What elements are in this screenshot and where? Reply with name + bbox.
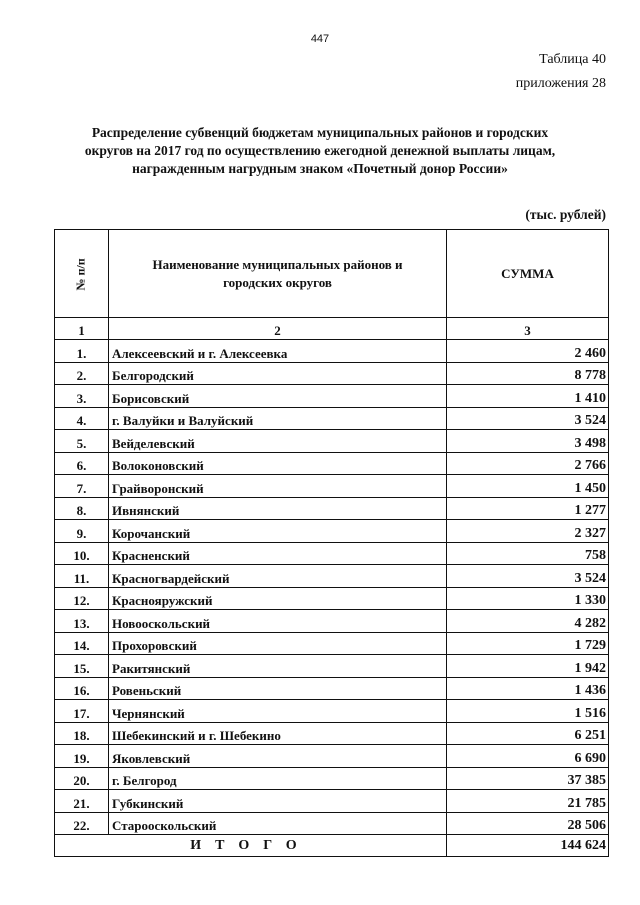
row-number: 6. <box>55 452 109 475</box>
row-name: г. Валуйки и Валуйский <box>109 407 447 430</box>
row-name: Ивнянский <box>109 497 447 520</box>
row-sum: 3 524 <box>447 565 609 588</box>
row-sum: 1 410 <box>447 385 609 408</box>
table-row <box>55 610 609 633</box>
row-number: 14. <box>55 632 109 655</box>
row-name: Ракитянский <box>109 655 447 678</box>
row-sum: 8 778 <box>447 362 609 385</box>
units-label: (тыс. рублей) <box>525 207 606 222</box>
table-row <box>55 340 609 363</box>
column-number-row <box>55 318 609 340</box>
row-sum: 1 330 <box>447 587 609 610</box>
row-sum: 1 450 <box>447 475 609 498</box>
table-row <box>55 452 609 475</box>
row-sum: 1 729 <box>447 632 609 655</box>
row-number: 15. <box>55 655 109 678</box>
table-row <box>55 362 609 385</box>
row-number: 9. <box>55 520 109 543</box>
table-row <box>55 677 609 700</box>
row-number: 7. <box>55 475 109 498</box>
document-title <box>40 124 600 178</box>
table-row <box>55 497 609 520</box>
row-number: 13. <box>55 610 109 633</box>
row-number: 16. <box>55 677 109 700</box>
row-number: 5. <box>55 430 109 453</box>
row-sum: 3 524 <box>447 407 609 430</box>
page-number: 447 <box>310 33 330 45</box>
row-number: 1. <box>55 340 109 363</box>
table-row <box>55 767 609 790</box>
table-header-row <box>55 230 609 318</box>
table-row <box>55 812 609 835</box>
row-name: Чернянский <box>109 700 447 723</box>
row-number: 4. <box>55 407 109 430</box>
row-sum: 6 251 <box>447 722 609 745</box>
row-name: Ровеньский <box>109 677 447 700</box>
row-number: 12. <box>55 587 109 610</box>
table-row <box>55 565 609 588</box>
row-name: г. Белгород <box>109 767 447 790</box>
total-label: ИТОГО <box>55 835 447 857</box>
row-number: 8. <box>55 497 109 520</box>
row-name: Новооскольский <box>109 610 447 633</box>
column-number: 2 <box>109 318 447 340</box>
row-name: Шебекинский и г. Шебекино <box>109 722 447 745</box>
row-number: 3. <box>55 385 109 408</box>
table-row <box>55 722 609 745</box>
table-row <box>55 632 609 655</box>
row-sum: 1 942 <box>447 655 609 678</box>
row-number: 19. <box>55 745 109 768</box>
row-name: Старооскольский <box>109 812 447 835</box>
row-number: 17. <box>55 700 109 723</box>
row-number: 20. <box>55 767 109 790</box>
appendix-reference: приложения 28 <box>515 76 606 91</box>
row-name: Яковлевский <box>109 745 447 768</box>
row-name: Грайворонский <box>109 475 447 498</box>
row-sum: 28 506 <box>447 812 609 835</box>
header-num-cell <box>55 230 109 318</box>
title-line: округов на 2017 год по осуществлению ежегодной денежной выплаты лицам, <box>84 143 556 158</box>
row-number: 22. <box>55 812 109 835</box>
row-number: 11. <box>55 565 109 588</box>
table-row <box>55 385 609 408</box>
row-name: Белгородский <box>109 362 447 385</box>
row-name: Губкинский <box>109 790 447 813</box>
row-name: Красногвардейский <box>109 565 447 588</box>
row-number: 10. <box>55 542 109 565</box>
row-sum: 6 690 <box>447 745 609 768</box>
row-sum: 4 282 <box>447 610 609 633</box>
header-num: № п/п <box>73 257 88 291</box>
table-row <box>55 407 609 430</box>
row-sum: 1 436 <box>447 677 609 700</box>
row-name: Алексеевский и г. Алексеевка <box>109 340 447 363</box>
table-row <box>55 475 609 498</box>
row-number: 21. <box>55 790 109 813</box>
row-name: Вейделевский <box>109 430 447 453</box>
row-sum: 21 785 <box>447 790 609 813</box>
header-sum: СУММА <box>447 230 609 318</box>
row-name: Волоконовский <box>109 452 447 475</box>
row-sum: 1 516 <box>447 700 609 723</box>
row-number: 2. <box>55 362 109 385</box>
table-row <box>55 542 609 565</box>
column-number: 3 <box>447 318 609 340</box>
row-sum: 3 498 <box>447 430 609 453</box>
row-name: Корочанский <box>109 520 447 543</box>
row-name: Прохоровский <box>109 632 447 655</box>
table-row <box>55 430 609 453</box>
total-row <box>55 835 609 857</box>
column-number: 1 <box>55 318 109 340</box>
table-reference: Таблица 40 <box>539 52 606 67</box>
table-row <box>55 587 609 610</box>
total-sum: 144 624 <box>447 835 609 857</box>
row-sum: 2 327 <box>447 520 609 543</box>
table-row <box>55 655 609 678</box>
row-number: 18. <box>55 722 109 745</box>
table-row <box>55 700 609 723</box>
title-line: Распределение субвенций бюджетам муниципальных районов и городских <box>91 125 549 140</box>
row-name: Борисовский <box>109 385 447 408</box>
row-name: Краснояружский <box>109 587 447 610</box>
table-row <box>55 745 609 768</box>
header-name: Наименование муниципальных районов и городских округов <box>109 230 447 318</box>
table-row <box>55 520 609 543</box>
row-sum: 2 460 <box>447 340 609 363</box>
row-sum: 2 766 <box>447 452 609 475</box>
row-sum: 1 277 <box>447 497 609 520</box>
distribution-table <box>54 229 609 857</box>
title-line: награжденным нагрудным знаком «Почетный донор России» <box>132 161 508 176</box>
row-sum: 37 385 <box>447 767 609 790</box>
row-sum: 758 <box>447 542 609 565</box>
row-name: Красненский <box>109 542 447 565</box>
table-row <box>55 790 609 813</box>
